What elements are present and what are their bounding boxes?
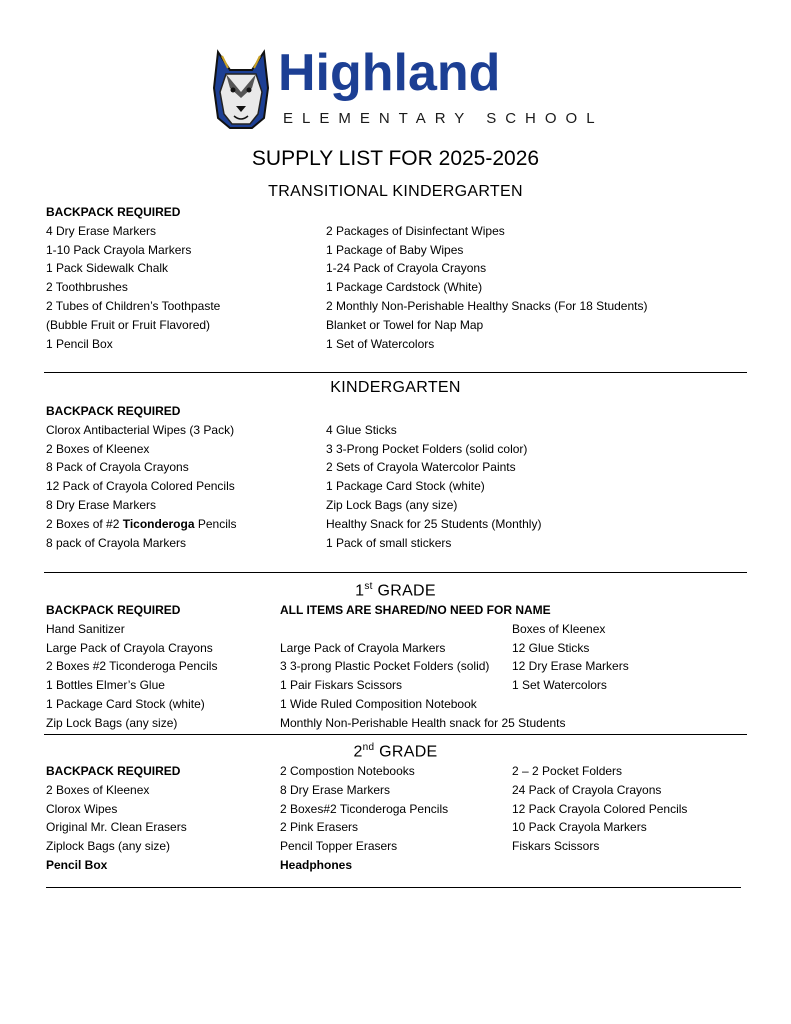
list-item: BACKPACK REQUIRED <box>46 603 181 617</box>
section-divider <box>44 572 747 573</box>
list-item: 2 Toothbrushes <box>46 280 128 295</box>
list-item: 24 Pack of Crayola Crayons <box>512 782 662 797</box>
list-item: 1 Pack Sidewalk Chalk <box>46 261 169 276</box>
list-item: BACKPACK REQUIRED <box>46 205 181 219</box>
list-item: 2 Boxes of Kleenex <box>46 441 150 456</box>
list-item-text: 2 Boxes of #2 <box>46 516 123 531</box>
list-item: 2 Monthly Non-Perishable Healthy Snacks (For 18 Students) <box>326 298 648 313</box>
section-title-kindergarten: KINDERGARTEN <box>330 379 461 396</box>
grade-label: GRADE <box>372 582 436 600</box>
grade-suffix: nd <box>362 742 375 753</box>
grade-label: GRADE <box>374 743 438 761</box>
brand-emphasis: Ticonderoga <box>122 516 195 531</box>
page-title: SUPPLY LIST FOR 2025-2026 <box>251 147 540 170</box>
grade-suffix: st <box>364 581 373 592</box>
g2-column-2 <box>280 762 448 875</box>
list-item: 2 Packages of Disinfectant Wipes <box>326 223 505 238</box>
list-item: Pencil Topper Erasers <box>280 839 398 854</box>
list-item: Boxes of Kleenex <box>512 621 606 636</box>
list-item: 1 Wide Ruled Composition Notebook <box>280 696 477 711</box>
list-item: Clorox Antibacterial Wipes (3 Pack) <box>46 422 235 437</box>
list-item: Fiskars Scissors <box>512 839 600 854</box>
list-item: 8 pack of Crayola Markers <box>46 535 187 550</box>
list-item: Original Mr. Clean Erasers <box>46 820 187 835</box>
list-item: 2 Boxes of Kleenex <box>46 782 150 797</box>
school-subtitle: ELEMENTARY SCHOOL <box>283 110 604 127</box>
section-divider <box>44 734 747 735</box>
list-item: 3 3-prong Plastic Pocket Folders (solid) <box>280 659 490 674</box>
list-item: 1 Bottles Elmer’s Glue <box>46 678 165 693</box>
list-item: ALL ITEMS ARE SHARED/NO NEED FOR NAME <box>280 603 551 617</box>
list-item: 3 3-Prong Pocket Folders (solid color) <box>326 441 528 456</box>
list-item: 10 Pack Crayola Markers <box>512 820 647 835</box>
list-item: Zip Lock Bags (any size) <box>326 497 458 512</box>
list-item: 1 Package Card Stock (white) <box>326 479 485 494</box>
grade-number: 2 <box>353 743 363 761</box>
list-item: Healthy Snack for 25 Students (Monthly) <box>326 516 542 531</box>
list-item: 4 Dry Erase Markers <box>46 223 157 238</box>
section-title-1st-grade <box>0 577 791 601</box>
g2-column-1 <box>46 762 187 875</box>
list-item: 8 Dry Erase Markers <box>280 782 391 797</box>
list-item: 8 Dry Erase Markers <box>46 497 157 512</box>
list-item: 1 Set Watercolors <box>512 678 607 693</box>
tk-column-2 <box>326 222 648 354</box>
g1-column-1 <box>46 601 217 733</box>
list-item: Blanket or Towel for Nap Map <box>326 317 484 332</box>
list-item: 1 Package of Baby Wipes <box>326 242 464 257</box>
section-title-tk: TRANSITIONAL KINDERGARTEN <box>268 183 523 200</box>
list-item: Ziplock Bags (any size) <box>46 839 171 854</box>
list-item: 4 Glue Sticks <box>326 422 397 437</box>
list-item: 2 Boxes#2 Ticonderoga Pencils <box>280 801 449 816</box>
list-item <box>46 515 237 534</box>
list-item: 2 Pink Erasers <box>280 820 359 835</box>
school-name: Highland <box>278 44 501 102</box>
section-divider <box>44 372 747 373</box>
list-item: Hand Sanitizer <box>46 621 125 636</box>
section-title-2nd-grade <box>0 738 791 762</box>
list-item: Large Pack of Crayola Markers <box>280 640 446 655</box>
list-item: (Bubble Fruit or Fruit Flavored) <box>46 317 211 332</box>
list-item: 2 Tubes of Children’s Toothpaste <box>46 298 221 313</box>
g1-column-3 <box>512 620 629 695</box>
section-divider <box>46 887 741 888</box>
k-column-2 <box>326 421 541 553</box>
list-item: Headphones <box>280 857 353 872</box>
list-item: 2 Compostion Notebooks <box>280 764 415 778</box>
list-item: 2 Boxes #2 Ticonderoga Pencils <box>46 659 218 674</box>
school-logo <box>212 44 604 138</box>
list-item: Large Pack of Crayola Crayons <box>46 640 213 655</box>
list-item: 1 Pack of small stickers <box>326 535 452 550</box>
list-item: BACKPACK REQUIRED <box>46 404 181 418</box>
list-item: Monthly Non-Perishable Health snack for 25 Students <box>280 715 566 730</box>
list-item: 1 Pencil Box <box>46 336 113 351</box>
list-item: 12 Dry Erase Markers <box>512 659 629 674</box>
list-item: Zip Lock Bags (any size) <box>46 715 178 730</box>
list-item: 2 – 2 Pocket Folders <box>512 764 623 778</box>
list-item: 1 Package Cardstock (White) <box>326 280 483 295</box>
list-item: 8 Pack of Crayola Crayons <box>46 460 189 475</box>
tk-column-1 <box>46 203 220 353</box>
list-item: 12 Pack of Crayola Colored Pencils <box>46 479 235 494</box>
list-item: 2 Sets of Crayola Watercolor Paints <box>326 460 516 475</box>
list-item: 1 Package Card Stock (white) <box>46 696 205 711</box>
list-item: BACKPACK REQUIRED <box>46 764 181 778</box>
list-item: Clorox Wipes <box>46 801 118 816</box>
grade-number: 1 <box>355 582 365 600</box>
list-item: 1-24 Pack of Crayola Crayons <box>326 261 487 276</box>
list-item: 12 Pack Crayola Colored Pencils <box>512 801 688 816</box>
g2-column-3 <box>512 762 687 856</box>
k-column-1 <box>46 402 237 552</box>
list-item: 1-10 Pack Crayola Markers <box>46 242 192 257</box>
husky-mascot-icon <box>212 48 270 130</box>
list-item-text: Pencils <box>194 516 237 531</box>
list-item: 12 Glue Sticks <box>512 640 590 655</box>
list-item: 1 Set of Watercolors <box>326 336 435 351</box>
list-item: Pencil Box <box>46 857 108 872</box>
list-item: 1 Pair Fiskars Scissors <box>280 678 403 693</box>
